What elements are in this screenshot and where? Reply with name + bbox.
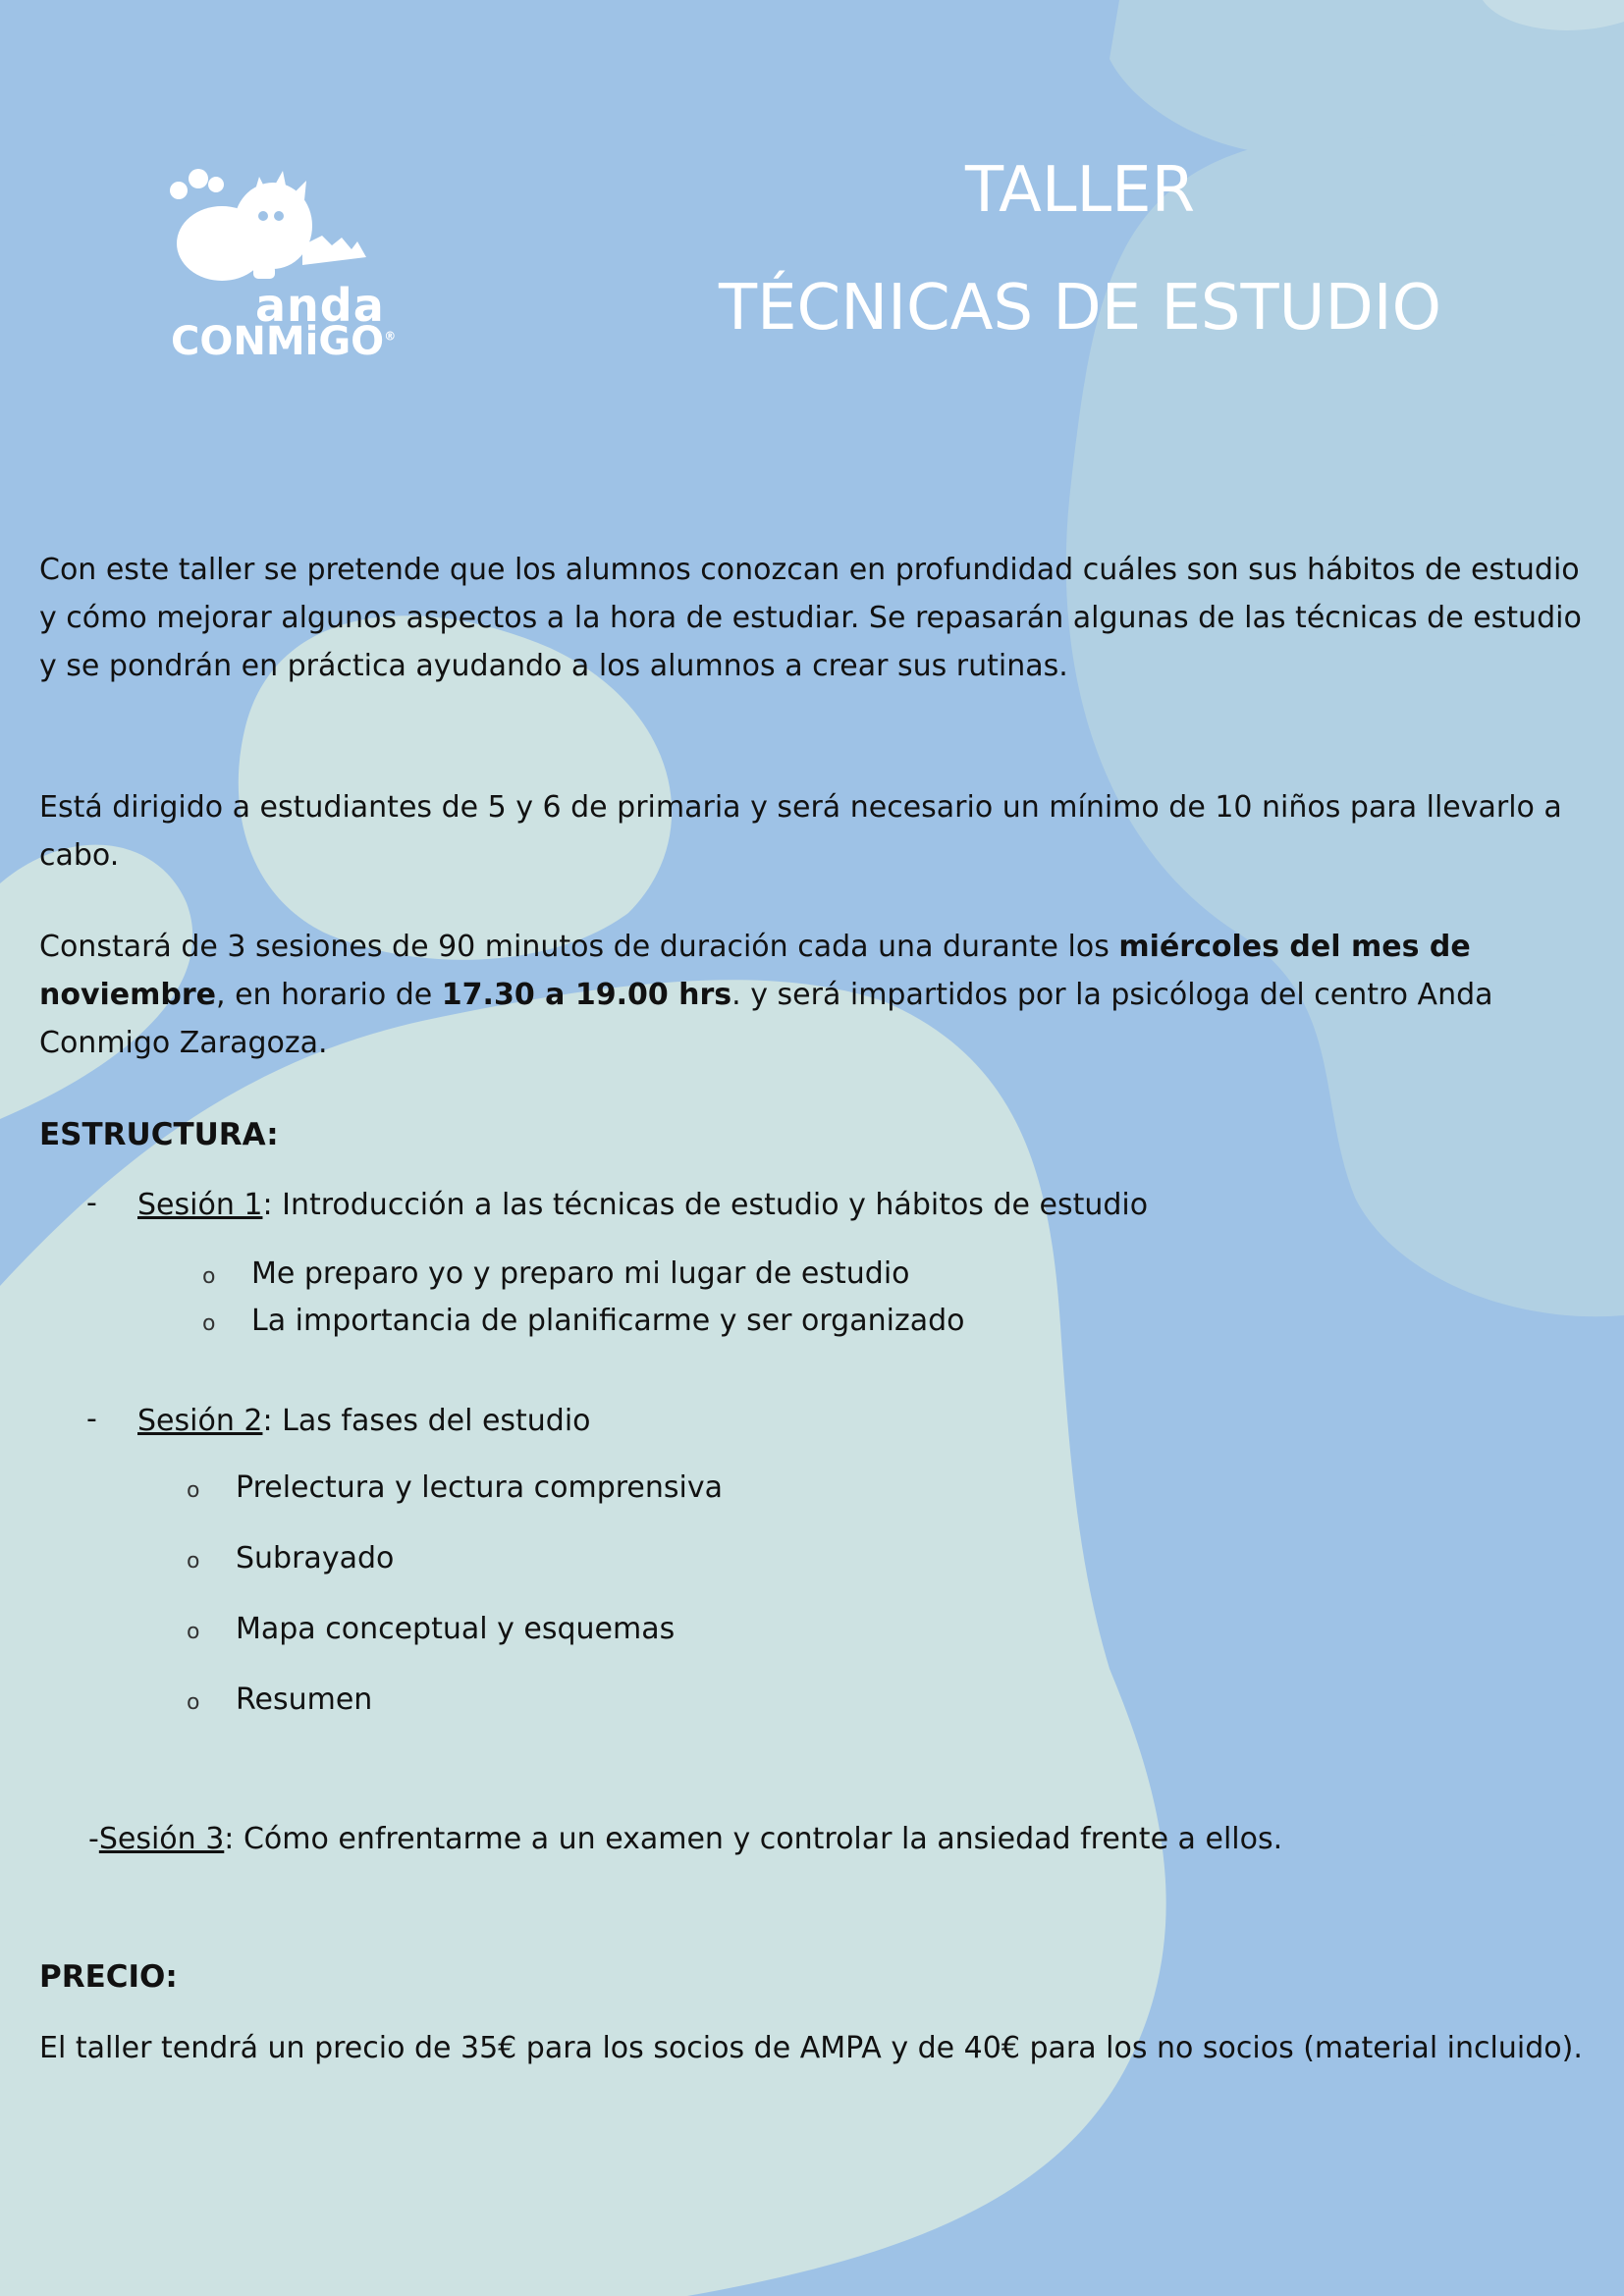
bullet-icon: o — [187, 1620, 200, 1644]
session-1-item: Me preparo yo y preparo mi lugar de estudio — [251, 1256, 910, 1291]
session-3-label: Sesión 3 — [98, 1822, 225, 1856]
session-2-item: Prelectura y lectura comprensiva — [236, 1470, 723, 1505]
session-3-text: : Cómo enfrentarme a un examen y controlar la ansiedad frente a ellos. — [224, 1822, 1283, 1856]
session-2 — [137, 1402, 591, 1441]
anda-conmigo-logo — [165, 167, 397, 364]
price-heading: PRECIO: — [39, 1959, 178, 1995]
session-3 — [88, 1820, 1282, 1859]
session-2-item: Resumen — [236, 1682, 373, 1717]
session-2-label: Sesión 2 — [137, 1404, 263, 1438]
intro-paragraph: Con este taller se pretende que los alumnos conozcan en profundidad cuáles son sus hábitos de estudio y cómo mejorar algunos aspectos a la hora de estudiar. Se repasarán algunas de las técnicas de estudio y se pondrán en práctica ayudando a los alumnos a crear sus rutinas. — [39, 553, 1582, 683]
audience-paragraph: Está dirigido a estudiantes de 5 y 6 de primaria y será necesario un mínimo de 10 niños para llevarlo a cabo. — [39, 790, 1562, 873]
logo-text-anda: anda — [255, 279, 385, 332]
bullet-icon: o — [187, 1690, 200, 1715]
schedule-hours: 17.30 a 19.00 hrs — [441, 978, 732, 1012]
structure-heading: ESTRUCTURA: — [39, 1117, 279, 1152]
logo-text-conmigo: CONMiGO® — [171, 319, 397, 364]
price-paragraph: El taller tendrá un precio de 35€ para los socios de AMPA y de 40€ para los no socios (material incluido). — [39, 2031, 1583, 2065]
bullet-icon: o — [187, 1478, 200, 1503]
registered-mark: ® — [384, 329, 397, 344]
title-line-2: TÉCNICAS DE ESTUDIO — [719, 272, 1441, 345]
bullet-icon: o — [202, 1264, 216, 1289]
session-2-dash: - — [86, 1402, 97, 1436]
schedule-days: miércoles del mes de noviembre — [39, 930, 1471, 1012]
session-1-item: La importancia de planificarme y ser organizado — [251, 1304, 965, 1338]
session-2-item: Mapa conceptual y esquemas — [236, 1612, 676, 1646]
bullet-icon: o — [187, 1549, 200, 1574]
session-1-text: : Introducción a las técnicas de estudio y hábitos de estudio — [262, 1188, 1149, 1222]
session-3-dash: - — [88, 1822, 99, 1856]
session-1 — [137, 1186, 1148, 1225]
schedule-paragraph: Constará de 3 sesiones de 90 minutos de duración cada una durante los miércoles del mes de noviembre, en horario de 17.30 a 19.00 hrs. y será impartidos por la psicóloga del centro Anda Conmigo Zaragoza. — [39, 930, 1493, 1060]
monster-mascot-icon — [165, 167, 391, 290]
session-1-label: Sesión 1 — [137, 1188, 263, 1222]
bullet-icon: o — [202, 1311, 216, 1336]
session-2-text: : Las fases del estudio — [262, 1404, 591, 1438]
title-line-1: TALLER — [964, 154, 1196, 227]
session-2-item: Subrayado — [236, 1541, 395, 1575]
session-1-dash: - — [86, 1186, 97, 1220]
